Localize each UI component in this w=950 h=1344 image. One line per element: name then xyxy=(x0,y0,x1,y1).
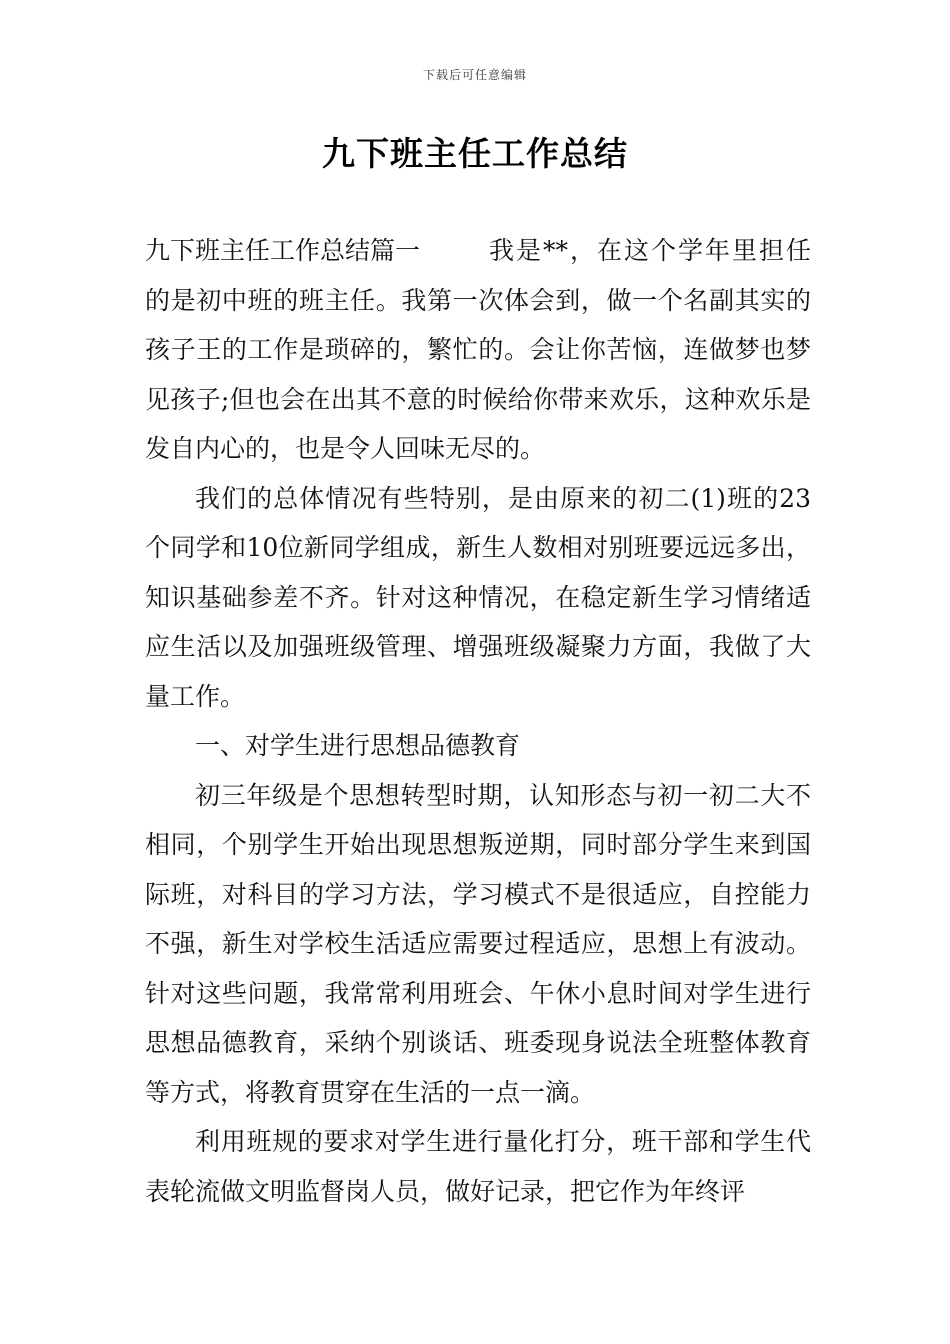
paragraph-moral-education: 初三年级是个思想转型时期，认知形态与初一初二大不相同，个别学生开始出现思想叛逆期，同时部分学生来到国际班，对科目的学习方法，学习模式不是很适应，自控能力不强，新生对学校生活适应需要过程适应，思想上有波动。针对这些问题，我常常利用班会、午休小息时间对学生进行思想品德教育，采纳个别谈话、班委现身说法全班整体教育等方式，将教育贯穿在生活的一点一滴。 xyxy=(145,780,811,1107)
intro-paragraph xyxy=(145,226,811,474)
section-heading: 九下班主任工作总结篇一 xyxy=(145,236,421,265)
document-title: 九下班主任工作总结 xyxy=(322,134,628,173)
paragraph-overview: 我们的总体情况有些特别，是由原来的初二(1)班的23个同学和10位新同学组成，新生人数相对别班要远远多出，知识基础参差不齐。针对这种情况，在稳定新生学习情绪适应生活以及加强班级管理、增强班级凝聚力方面，我做了大量工作。 xyxy=(145,483,811,711)
subheading-moral-education: 一、对学生进行思想品德教育 xyxy=(195,731,521,760)
paragraph-class-rules: 利用班规的要求对学生进行量化打分，班干部和学生代表轮流做文明监督岗人员，做好记录，把它作为年终评 xyxy=(145,1127,811,1206)
intro-text: 我是**，在这个学年里担任的是初中班的班主任。我第一次体会到，做一个名副其实的孩子王的工作是琐碎的，繁忙的。会让你苦恼，连做梦也梦见孩子;但也会在出其不意的时候给你带来欢乐，这种欢乐是发自内心的，也是令人回味无尽的。 xyxy=(145,236,811,463)
header-note: 下载后可任意编辑 xyxy=(422,68,527,82)
document-body xyxy=(145,226,811,1216)
